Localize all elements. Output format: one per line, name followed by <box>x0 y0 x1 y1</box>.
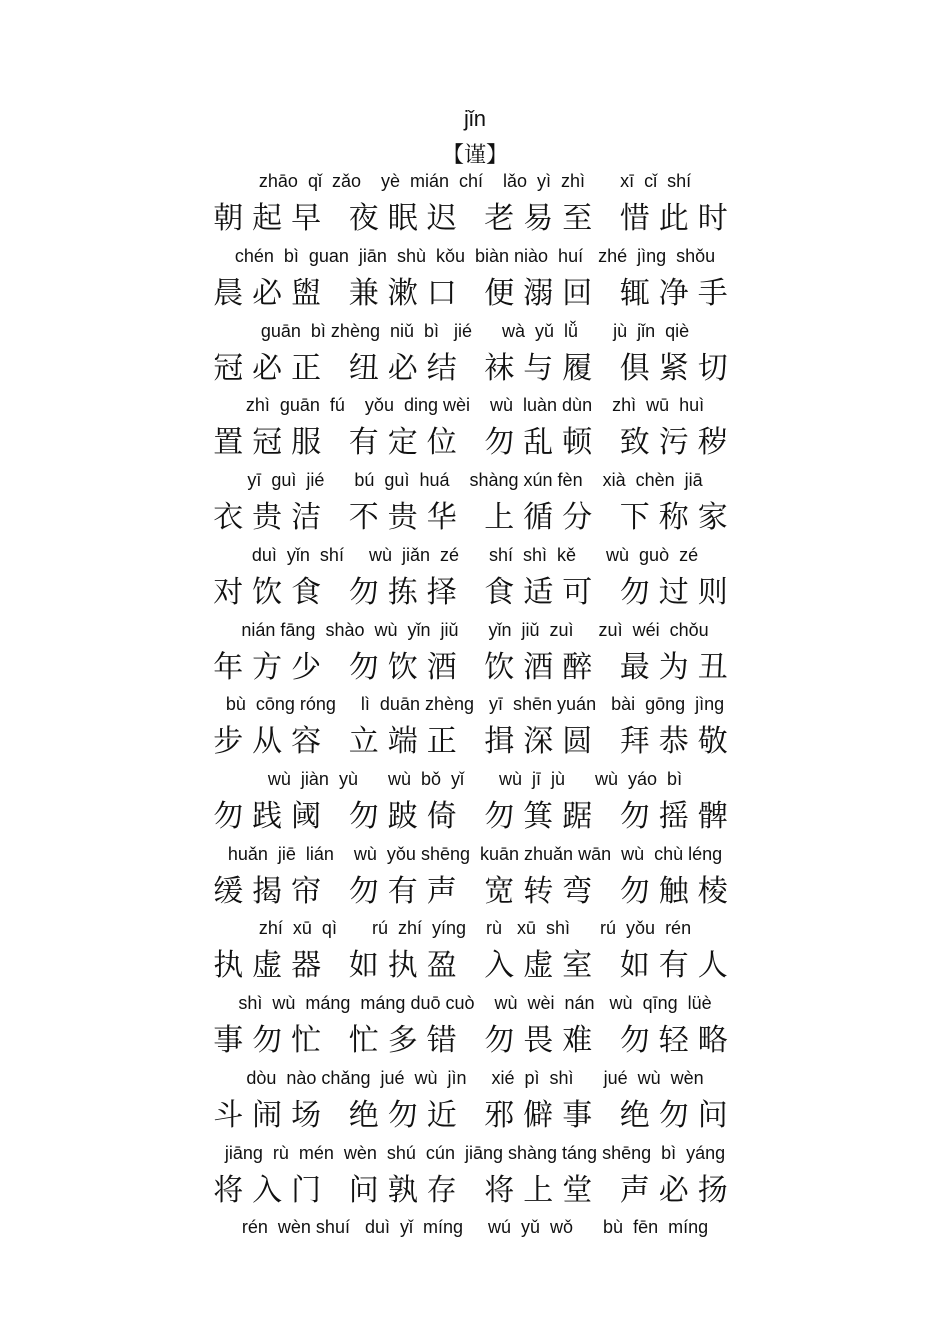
hanzi-line: 事勿忙 忙多错 勿畏难 勿轻略 <box>213 1023 737 1058</box>
verse-block <box>0 317 950 392</box>
hanzi-line: 执虚器 如执盈 入虚室 如有人 <box>213 948 737 983</box>
hanzi-line: 晨必盥 兼漱口 便溺回 辄净手 <box>213 276 737 311</box>
verse-block <box>0 466 950 541</box>
hanzi-line: 对饮食 勿拣择 食适可 勿过则 <box>213 575 737 610</box>
verse-block <box>0 840 950 915</box>
pinyin-line: chén bì guan jiān shù kǒu biàn niào huí zhé jìng shǒu <box>234 246 716 266</box>
pinyin-line: rén wèn shuí duì yǐ míng wú yǔ wǒ bù fēn míng <box>241 1217 709 1237</box>
hanzi-line: 年方少 勿饮酒 饮酒醉 最为丑 <box>213 650 737 685</box>
verse-block <box>0 242 950 317</box>
verse-block <box>0 1139 950 1214</box>
pinyin-line: nián fāng shào wù yǐn jiǔ yǐn jiǔ zuì zuì wéi chǒu <box>241 620 709 640</box>
verse-block-final <box>0 1213 950 1241</box>
pinyin-line: yī guì jié bú guì huá shàng xún fèn xià chèn jiā <box>247 470 703 490</box>
pinyin-line: shì wù máng máng duō cuò wù wèi nán wù qīng lüè <box>238 993 712 1013</box>
pinyin-line: huǎn jiē lián wù yǒu shēng kuān zhuǎn wān wù chù léng <box>227 844 723 864</box>
verse-block <box>0 989 950 1064</box>
hanzi-line: 衣贵洁 不贵华 上循分 下称家 <box>213 500 737 535</box>
hanzi-line: 冠必正 纽必结 袜与履 俱紧切 <box>213 351 737 386</box>
pinyin-line: zhāo qǐ zǎo yè mián chí lǎo yì zhì xī cǐ shí <box>258 171 692 191</box>
verse-block <box>0 167 950 242</box>
verse-block <box>0 914 950 989</box>
pinyin-line: zhì guān fú yǒu ding wèi wù luàn dùn zhì wū huì <box>245 395 705 415</box>
pinyin-line: guān bì zhèng niǔ bì jié wà yǔ lǚ jù jǐn qiè <box>260 321 690 341</box>
title-pinyin: jǐn <box>463 106 486 131</box>
verse-block <box>0 1064 950 1139</box>
hanzi-line: 步从容 立端正 揖深圆 拜恭敬 <box>213 724 737 759</box>
hanzi-line: 将入门 问孰存 将上堂 声必扬 <box>213 1173 737 1208</box>
hanzi-line: 缓揭帘 勿有声 宽转弯 勿触棱 <box>213 874 737 909</box>
pinyin-line: jiāng rù mén wèn shú cún jiāng shàng táng shēng bì yáng <box>224 1143 726 1163</box>
verse-block <box>0 616 950 691</box>
hanzi-line: 朝起早 夜眠迟 老易至 惜此时 <box>213 201 737 236</box>
hanzi-line: 勿践阈 勿跛倚 勿箕踞 勿摇髀 <box>213 799 737 834</box>
pinyin-line: duì yǐn shí wù jiǎn zé shí shì kě wù guò zé <box>251 545 699 565</box>
pinyin-line: bù cōng róng lì duān zhèng yī shēn yuán bài gōng jìng <box>225 694 725 714</box>
pinyin-line: zhí xū qì rú zhí yíng rù xū shì rú yǒu rén <box>258 918 692 938</box>
verse-block <box>0 765 950 840</box>
verse-block <box>0 541 950 616</box>
hanzi-line: 斗闹场 绝勿近 邪僻事 绝勿问 <box>213 1098 737 1133</box>
pinyin-line: dòu nào chǎng jué wù jìn xié pì shì jué wù wèn <box>246 1068 704 1088</box>
hanzi-line: 置冠服 有定位 勿乱顿 致污秽 <box>213 425 737 460</box>
verse-block <box>0 690 950 765</box>
verse-block <box>0 391 950 466</box>
title-character: 【谨】 <box>441 143 508 168</box>
pinyin-line: wù jiàn yù wù bǒ yǐ wù jī jù wù yáo bì <box>267 769 683 789</box>
